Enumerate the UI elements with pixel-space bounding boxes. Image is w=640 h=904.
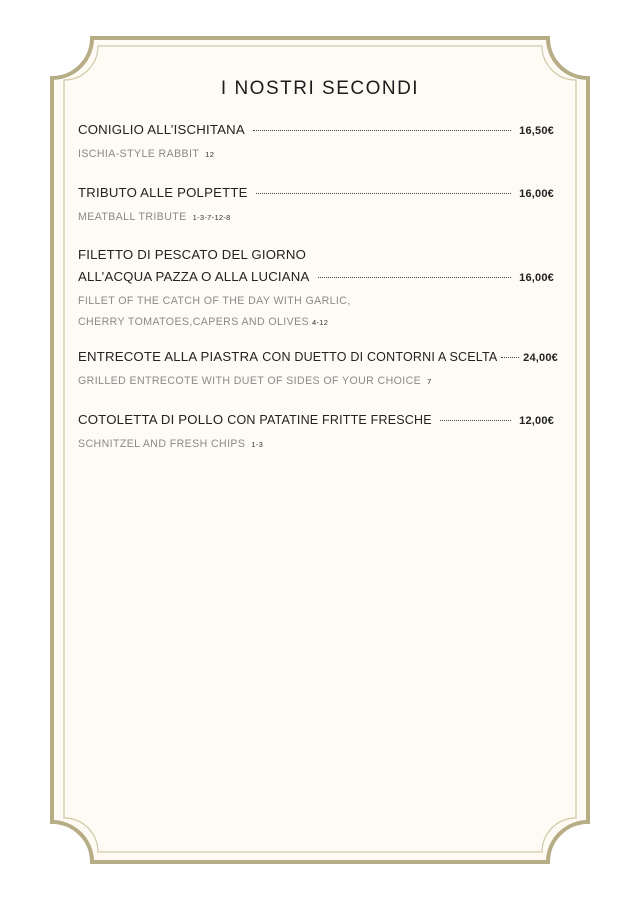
- dish-price: 24,00€: [523, 352, 558, 364]
- dish-price: 12,00€: [519, 415, 554, 427]
- dot-leader: [256, 193, 512, 194]
- dish-description: FILLET OF THE CATCH OF THE DAY WITH GARLIC,: [78, 295, 351, 307]
- dish-description: [78, 312, 554, 333]
- dish-name-line-2: ALL’ACQUA PAZZA O ALLA LUCIANA: [78, 269, 310, 284]
- dish-price: 16,00€: [519, 188, 554, 200]
- dot-leader: [501, 357, 519, 358]
- dot-leader: [253, 130, 511, 131]
- dish-description: [78, 371, 558, 392]
- menu-item-coniglio: [78, 122, 554, 165]
- dish-description-text: ISCHIA-STYLE RABBIT: [78, 148, 200, 160]
- menu-item-line: [78, 185, 554, 207]
- dish-price: 16,00€: [519, 272, 554, 284]
- dish-name: COTOLETTA DI POLLO: [78, 412, 224, 427]
- dish-name: TRIBUTO ALLE POLPETTE: [78, 185, 248, 200]
- page-title: I NOSTRI SECONDI: [220, 78, 420, 99]
- dish-name-extra: CON PATATINE FRITTE FRESCHE: [227, 413, 432, 427]
- dish-description-text: CHERRY TOMATOES,CAPERS AND OLIVES: [78, 316, 310, 328]
- dish-price: 16,50€: [519, 125, 554, 137]
- dish-name: ENTRECOTE ALLA PIASTRA: [78, 349, 259, 364]
- menu-item-line: [78, 247, 554, 269]
- dish-description-text: MEATBALL TRIBUTE: [78, 211, 187, 223]
- menu-item-line: [78, 349, 558, 371]
- dish-description: [78, 434, 554, 455]
- dish-name-extra: CON DUETTO DI CONTORNI A SCELTA: [262, 350, 498, 364]
- allergen-codes: 12: [205, 150, 215, 159]
- dish-description-text: GRILLED ENTRECOTE WITH DUET OF SIDES OF YOUR CHOICE: [78, 375, 422, 387]
- dot-leader: [440, 420, 511, 421]
- menu-item-line: [78, 269, 554, 291]
- menu-item-filetto: [78, 247, 554, 333]
- dish-description: [78, 207, 554, 228]
- allergen-codes: 1-3-7-12-8: [192, 213, 231, 222]
- menu-item-cotoletta: [78, 412, 554, 455]
- menu-item-line: [78, 122, 554, 144]
- dish-name: CONIGLIO ALL’ISCHITANA: [78, 122, 245, 137]
- dish-description: [78, 144, 554, 165]
- menu-item-line: [78, 412, 554, 434]
- dish-description-text: SCHNITZEL AND FRESH CHIPS: [78, 438, 246, 450]
- allergen-codes: 7: [427, 377, 432, 386]
- allergen-codes: 1-3: [251, 440, 264, 449]
- dish-name-line-1: FILETTO DI PESCATO DEL GIORNO: [78, 247, 307, 262]
- allergen-codes: 4-12: [312, 318, 329, 327]
- menu-item-entrecote: [78, 349, 558, 392]
- menu-item-polpette: [78, 185, 554, 228]
- dot-leader: [318, 277, 512, 278]
